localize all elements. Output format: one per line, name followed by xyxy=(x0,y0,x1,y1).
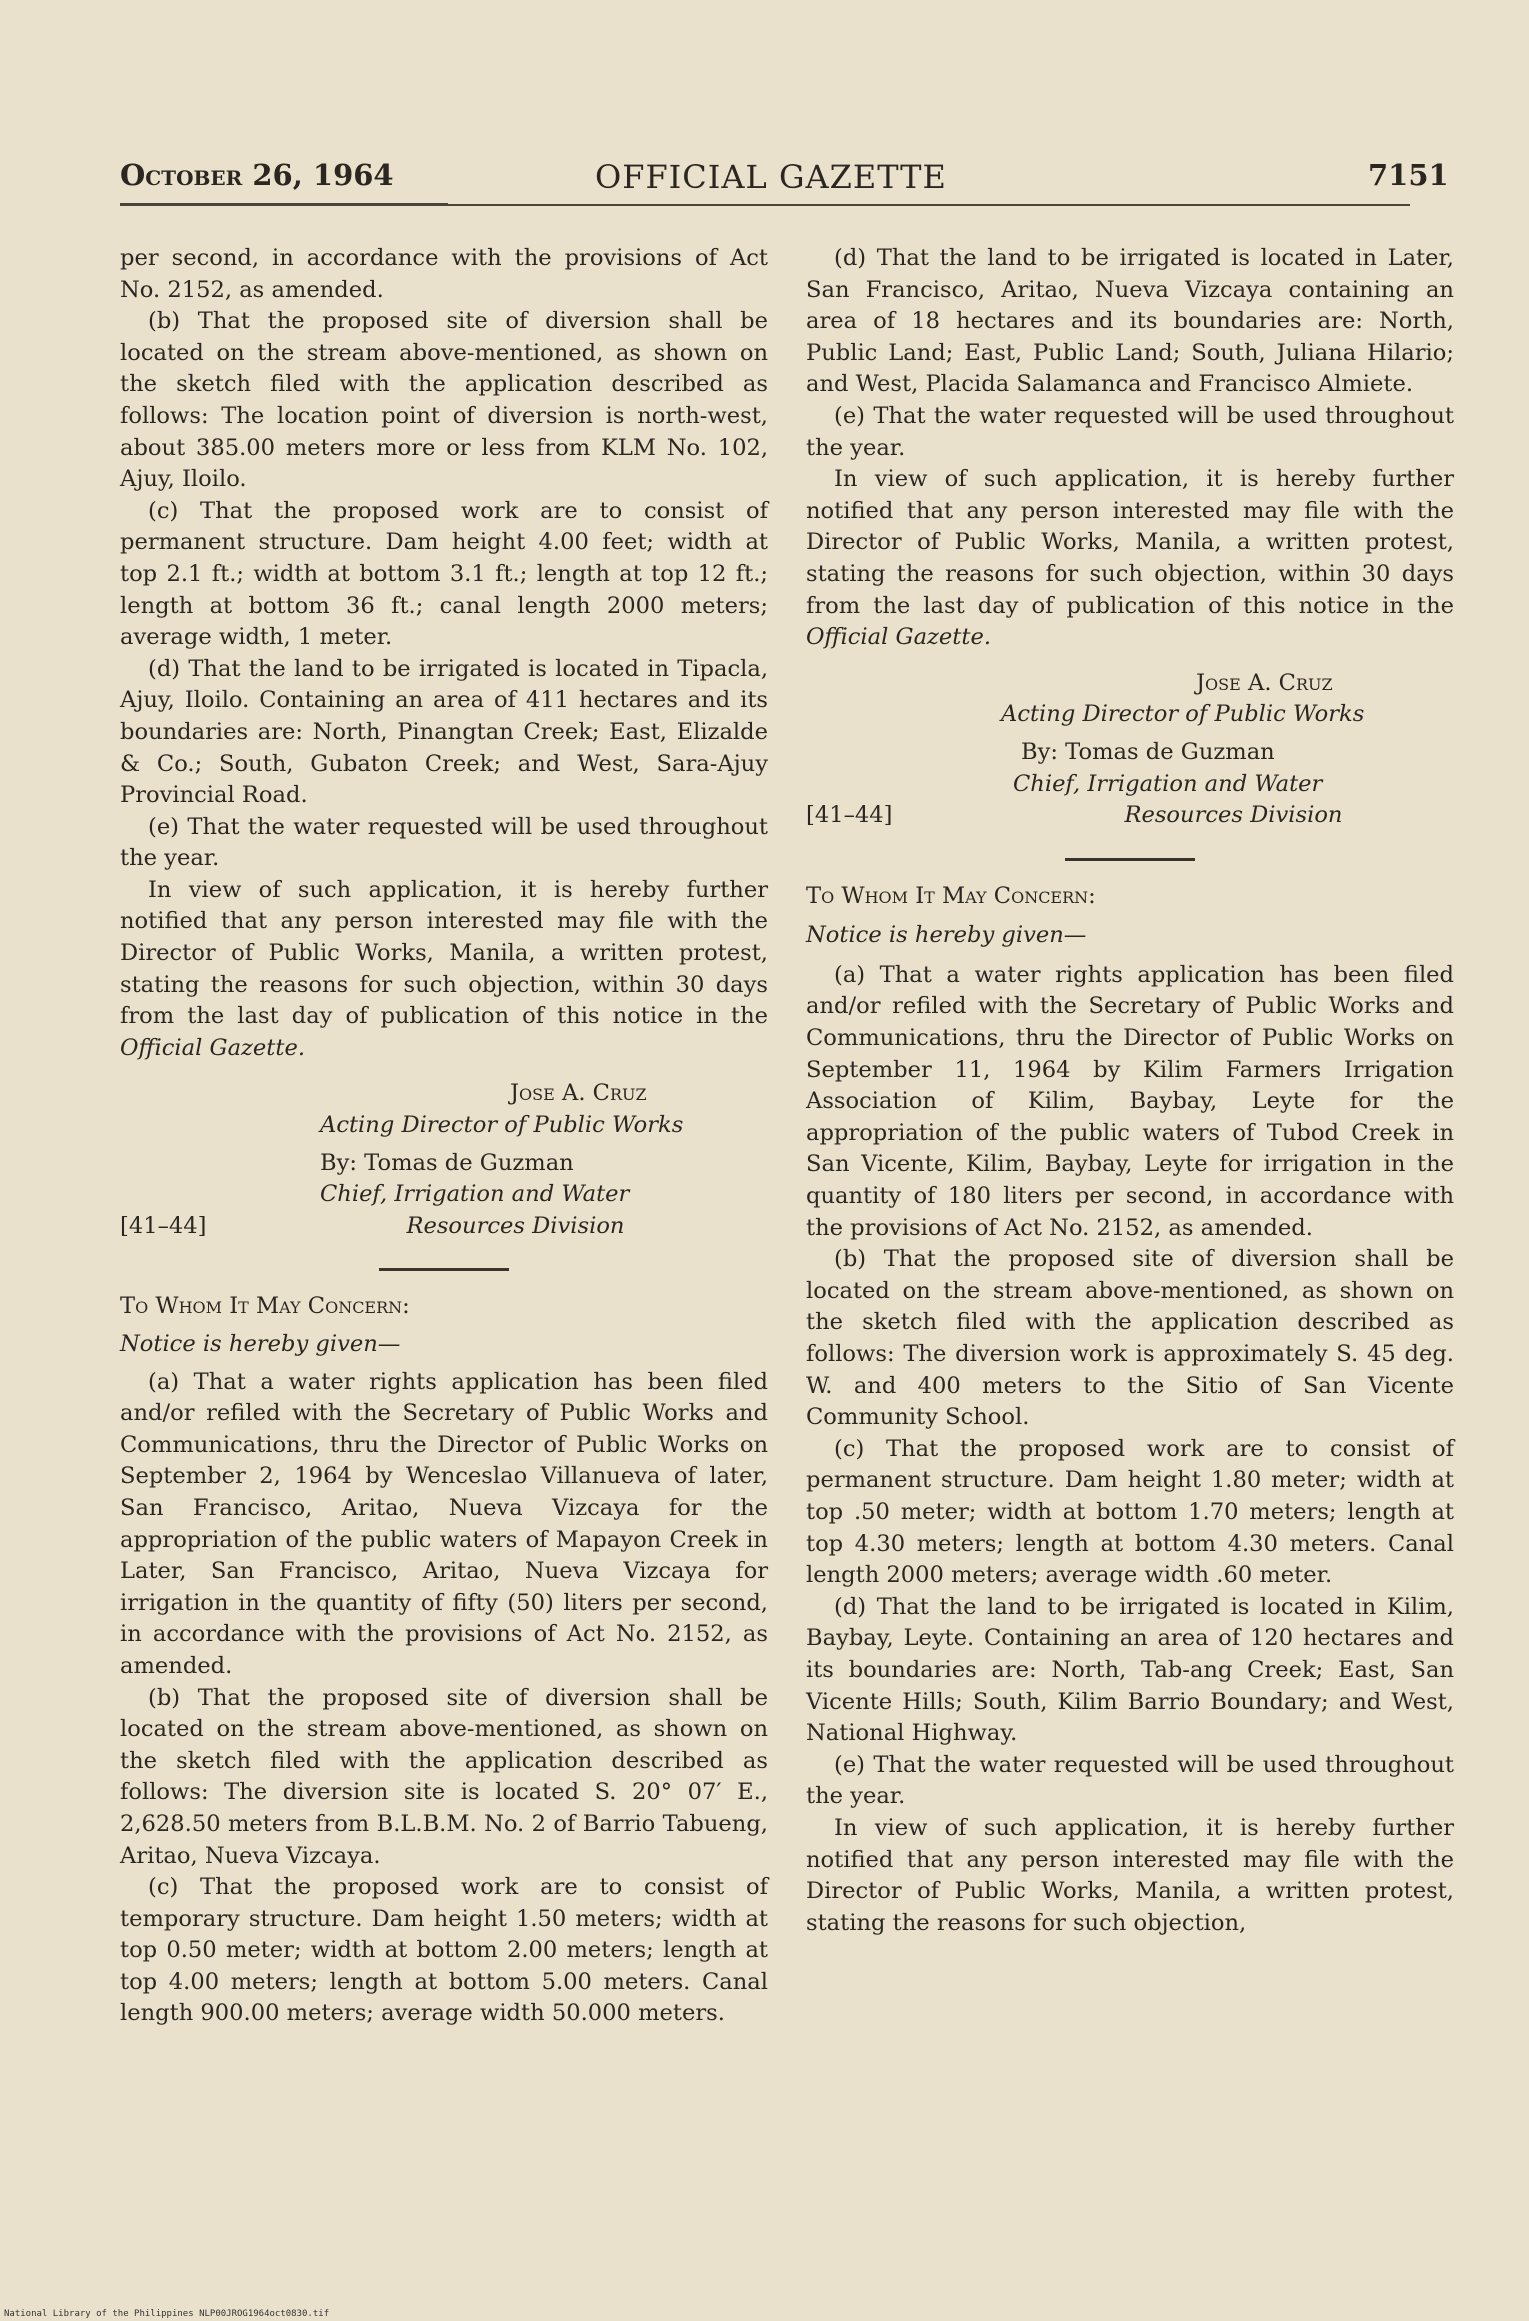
paragraph: (d) That the land to be irrigated is located in Tipacla, Ajuy, Iloilo. Containing an area of 411 hectares and its boundaries are: North, Pinangtan Creek; East, Elizalde & Co.; South, Gubaton Creek; and West, Sara-Ajuy Provincial Road. xyxy=(120,655,768,809)
paragraph: per second, in accordance with the provisions of Act No. 2152, as amended. xyxy=(120,245,768,303)
signature-row xyxy=(806,800,1454,832)
gazette-name: Official Gazette. xyxy=(806,624,992,651)
paragraph: (a) That a water rights application has been filed and/or refiled with the Secretary of Public Works and Communications, thru the Director of Public Works on September 11, 1964 by Kilim Farmers Irrigation Association of Kilim, Baybay, Leyte for the appropriation of the public waters of Tubod Creek in San Vicente, Kilim, Baybay, Leyte for irrigation in the quantity of 180 liters per second, in accordance with the provisions of Act No. 2152, as amended. xyxy=(806,961,1454,1241)
division-title: Chief, Irrigation and Water xyxy=(320,1181,630,1208)
notice-heading: To Whom It May Concern: xyxy=(806,882,1096,909)
signatory-name: Jose A. Cruz xyxy=(510,1080,647,1107)
division-name: Resources Division xyxy=(1124,802,1343,829)
by-line: By: Tomas de Guzman xyxy=(320,1149,574,1176)
signatory-name: Jose A. Cruz xyxy=(1196,669,1333,696)
issue-code: [41–44] xyxy=(806,802,893,829)
paragraph: (e) That the water requested will be used throughout the year. xyxy=(120,813,768,872)
signature-block xyxy=(806,668,1454,832)
by-line: By: Tomas de Guzman xyxy=(1021,738,1275,765)
paragraph: (c) That the proposed work are to consist of permanent structure. Dam height 1.80 meter; width at top .50 meter; width at bottom 1.70 meters; length at top 4.30 meters; length at bottom 4.30 meters. Canal length 2000 meters; average width .60 meter. xyxy=(806,1435,1454,1589)
notice-intro: Notice is hereby given— xyxy=(806,922,1087,949)
scan-footer: National Library of the Philippines NLP00JROG1964oct0830.tif xyxy=(4,2309,330,2319)
paragraph-text: In view of such application, it is hereby further notified that any person interested may file with the Director of Public Works, Manila, a written protest, stating the reasons for such objection, within 30 days from the last day of publication of this notice in the xyxy=(120,876,768,1030)
paragraph-text: In view of such application, it is hereby further notified that any person interested may file with the Director of Public Works, Manila, a written protest, stating the reasons for such objection, within 30 days from the last day of publication of this notice in the xyxy=(806,466,1454,619)
header-rule-left xyxy=(120,203,448,206)
signature-block xyxy=(120,1078,768,1242)
paragraph: (e) That the water requested will be used throughout the year. xyxy=(806,1751,1454,1810)
division-name: Resources Division xyxy=(406,1212,625,1239)
issue-code: [41–44] xyxy=(120,1212,207,1239)
paragraph: (c) That the proposed work are to consist of permanent structure. Dam height 4.00 feet; width at top 2.1 ft.; width at bottom 3.1 ft.; length at top 12 ft.; length at bottom 36 ft.; canal length 2000 meters; average width, 1 meter. xyxy=(120,497,768,651)
section-divider xyxy=(1065,858,1195,861)
header-rule-right xyxy=(420,204,1410,206)
paragraph xyxy=(120,875,768,1065)
header-title: OFFICIAL GAZETTE xyxy=(595,158,947,196)
paragraph: (d) That the land to be irrigated is located in Kilim, Baybay, Leyte. Containing an area of 120 hectares and its boundaries are: North, Tab-ang Creek; East, San Vicente Hills; South, Kilim Barrio Boundary; and West, National Highway. xyxy=(806,1593,1454,1747)
signatory-title: Acting Director of Public Works xyxy=(1001,701,1365,728)
header-page-number: 7151 xyxy=(1368,158,1449,192)
paragraph: (e) That the water requested will be used throughout the year. xyxy=(806,402,1454,461)
right-column xyxy=(806,243,1454,1939)
left-column xyxy=(120,243,768,2030)
section-divider xyxy=(379,1268,509,1271)
paragraph xyxy=(806,464,1454,654)
signature-row xyxy=(120,1211,768,1243)
division-title: Chief, Irrigation and Water xyxy=(1013,770,1323,797)
paragraph: (a) That a water rights application has been filed and/or refiled with the Secretary of Public Works and Communications, thru the Director of Public Works on September 2, 1964 by Wenceslao Villanueva of later, San Francisco, Aritao, Nueva Vizcaya for the appropriation of the public waters of Mapayon Creek in Later, San Francisco, Aritao, Nueva Vizcaya for irrigation in the quantity of fifty (50) liters per second, in accordance with the provisions of Act No. 2152, as amended. xyxy=(120,1368,768,1679)
signatory-title: Acting Director of Public Works xyxy=(320,1112,684,1139)
paragraph: In view of such application, it is hereby further notified that any person interested may file with the Director of Public Works, Manila, a written protest, stating the reasons for such objection, xyxy=(806,1814,1454,1936)
paragraph: (b) That the proposed site of diversion shall be located on the stream above-mentioned, as shown on the sketch filed with the application described as follows: The diversion site is located S. 20° 07′ E., 2,628.50 meters from B.L.B.M. No. 2 of Barrio Tabueng, Aritao, Nueva Vizcaya. xyxy=(120,1684,768,1869)
gazette-name: Official Gazette. xyxy=(120,1034,306,1061)
paragraph: (b) That the proposed site of diversion shall be located on the stream above-mentioned, as shown on the sketch filed with the application described as follows: The location point of diversion is north-west, about 385.00 meters more or less from KLM No. 102, Ajuy, Iloilo. xyxy=(120,308,768,493)
notice-heading: To Whom It May Concern: xyxy=(120,1293,410,1320)
paragraph: (b) That the proposed site of diversion shall be located on the stream above-mentioned, as shown on the sketch filed with the application described as follows: The diversion work is approximately S. 45 deg. W. and 400 meters to the Sitio of San Vicente Community School. xyxy=(806,1246,1454,1431)
notice-intro: Notice is hereby given— xyxy=(120,1331,401,1357)
paragraph: (c) That the proposed work are to consist of temporary structure. Dam height 1.50 meters; width at top 0.50 meter; width at bottom 2.00 meters; length at top 4.00 meters; length at bottom 5.00 meters. Canal length 900.00 meters; average width 50.000 meters. xyxy=(120,1874,768,2027)
paragraph: (d) That the land to be irrigated is located in Later, San Francisco, Aritao, Nueva Vizcaya containing an area of 18 hectares and its boundaries are: North, Public Land; East, Public Land; South, Juliana Hilario; and West, Placida Salamanca and Francisco Almiete. xyxy=(806,245,1454,398)
header-date: October 26, 1964 xyxy=(120,158,394,192)
